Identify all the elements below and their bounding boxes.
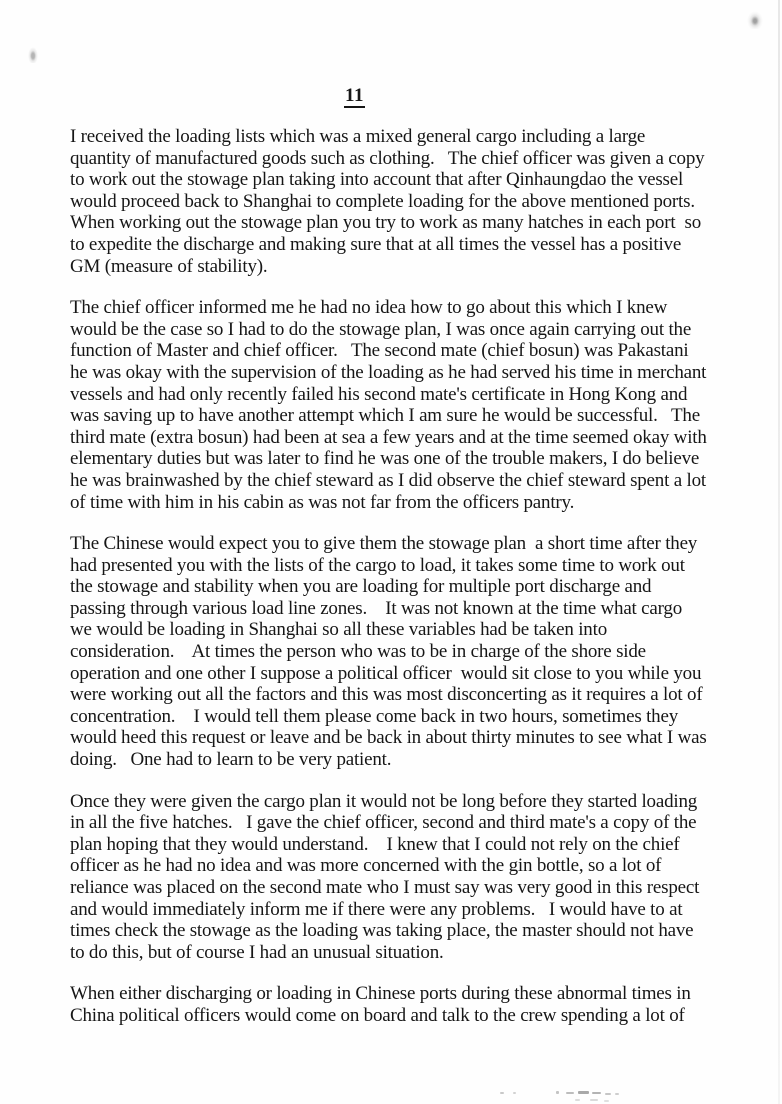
- scan-speck-bottom: [590, 1099, 598, 1101]
- page-body: [70, 126, 730, 1047]
- text-line: the stowage and stability when you are loading for multiple port discharge and: [70, 576, 652, 598]
- text-line: concentration. I would tell them please come back in two hours, sometimes they: [70, 705, 678, 727]
- paragraph: [70, 126, 730, 277]
- text-line: third mate (extra bosun) had been at sea a few years and at the time seemed okay with: [70, 426, 707, 448]
- scan-speck-bottom: [575, 1099, 580, 1101]
- text-line: GM (measure of stability).: [70, 255, 268, 277]
- text-line: I received the loading lists which was a mixed general cargo including a large: [70, 126, 646, 147]
- text-line: plan hoping that they would understand. I knew that I could not rely on the chief: [70, 833, 680, 855]
- text-line: reliance was placed on the second mate who I must say was very good in this respect: [70, 877, 700, 898]
- text-line: in all the five hatches. I gave the chief officer, second and third mate's a copy of the: [70, 812, 697, 834]
- scan-speck-top-left: [28, 47, 38, 63]
- text-line: doing. One had to learn to be very patient.: [70, 749, 392, 771]
- text-line: consideration. At times the person who was to be in charge of the shore side: [70, 641, 646, 663]
- text-line: and would immediately inform me if there were any problems. I would have to at: [70, 898, 683, 920]
- page-number: 11: [345, 85, 364, 106]
- text-line: times check the stowage as the loading was taking place, the master should not have: [70, 920, 694, 942]
- paragraph: [70, 791, 730, 964]
- scan-speck-bottom: [592, 1092, 601, 1094]
- text-line: The chief officer informed me he had no idea how to go about this which I knew: [70, 297, 668, 319]
- scan-speck-bottom: [578, 1091, 589, 1094]
- text-line: he was brainwashed by the chief steward as I did observe the chief steward spent a lot: [70, 469, 706, 491]
- text-line: officer as he had no idea and was more concerned with the gin bottle, so a lot of: [70, 855, 662, 877]
- scan-speck-bottom: [604, 1100, 609, 1102]
- scan-speck-bottom: [500, 1092, 504, 1094]
- text-line: elementary duties but was later to find he was one of the trouble makers, I do believe: [70, 448, 700, 470]
- text-line: The Chinese would expect you to give them the stowage plan a short time after they: [70, 533, 698, 555]
- text-line: had presented you with the lists of the cargo to load, it takes some time to work out: [70, 554, 685, 576]
- text-line: would proceed back to Shanghai to complete loading for the above mentioned ports.: [70, 190, 695, 212]
- scan-speck-bottom: [513, 1092, 516, 1094]
- text-line: vessels and had only recently failed his second mate's certificate in Hong Kong and: [70, 383, 688, 405]
- text-line: would heed this request or leave and be back in about thirty minutes to see what I was: [70, 727, 707, 749]
- text-line: to work out the stowage plan taking into account that after Qinhaungdao the vessel: [70, 169, 684, 191]
- scan-speck-bottom: [605, 1093, 611, 1095]
- text-line: function of Master and chief officer. The second mate (chief bosun) was Pakastani: [70, 340, 689, 362]
- scan-speck-bottom: [566, 1092, 574, 1094]
- text-line: we would be loading in Shanghai so all these variables had be taken into: [70, 619, 607, 641]
- text-line: When either discharging or loading in Chinese ports during these abnormal times in: [70, 983, 691, 1005]
- text-line: were working out all the factors and this was most disconcerting as it requires a lot of: [70, 684, 703, 706]
- text-line: was saving up to have another attempt which I am sure he would be successful. The: [70, 405, 700, 427]
- text-line: Once they were given the cargo plan it would not be long before they started loading: [70, 790, 698, 812]
- text-line: China political officers would come on board and talk to the crew spending a lot of: [70, 1004, 685, 1026]
- text-line: passing through various load line zones. It was not known at the time what cargo: [70, 597, 683, 619]
- text-line: he was okay with the supervision of the loading as he had served his time in merchant: [70, 361, 707, 383]
- paragraph: [70, 533, 730, 771]
- text-line: operation and one other I suppose a political officer would sit close to you while you: [70, 662, 702, 684]
- scan-edge-shadow: [778, 0, 780, 1104]
- scan-speck-bottom: [615, 1093, 619, 1095]
- text-line: to expedite the discharge and making sure that at all times the vessel has a positive: [70, 233, 682, 255]
- scan-smudge-top-right: [747, 11, 763, 29]
- text-line: When working out the stowage plan you try to work as many hatches in each port so: [70, 212, 702, 234]
- paragraph: [70, 983, 730, 1026]
- text-line: quantity of manufactured goods such as clothing. The chief officer was given a copy: [70, 147, 705, 169]
- paragraph: [70, 297, 730, 513]
- text-line: of time with him in his cabin as was not far from the officers pantry.: [70, 491, 575, 513]
- text-line: would be the case so I had to do the stowage plan, I was once again carrying out the: [70, 318, 692, 340]
- scan-speck-bottom: [556, 1091, 559, 1094]
- text-line: to do this, but of course I had an unusual situation.: [70, 941, 444, 963]
